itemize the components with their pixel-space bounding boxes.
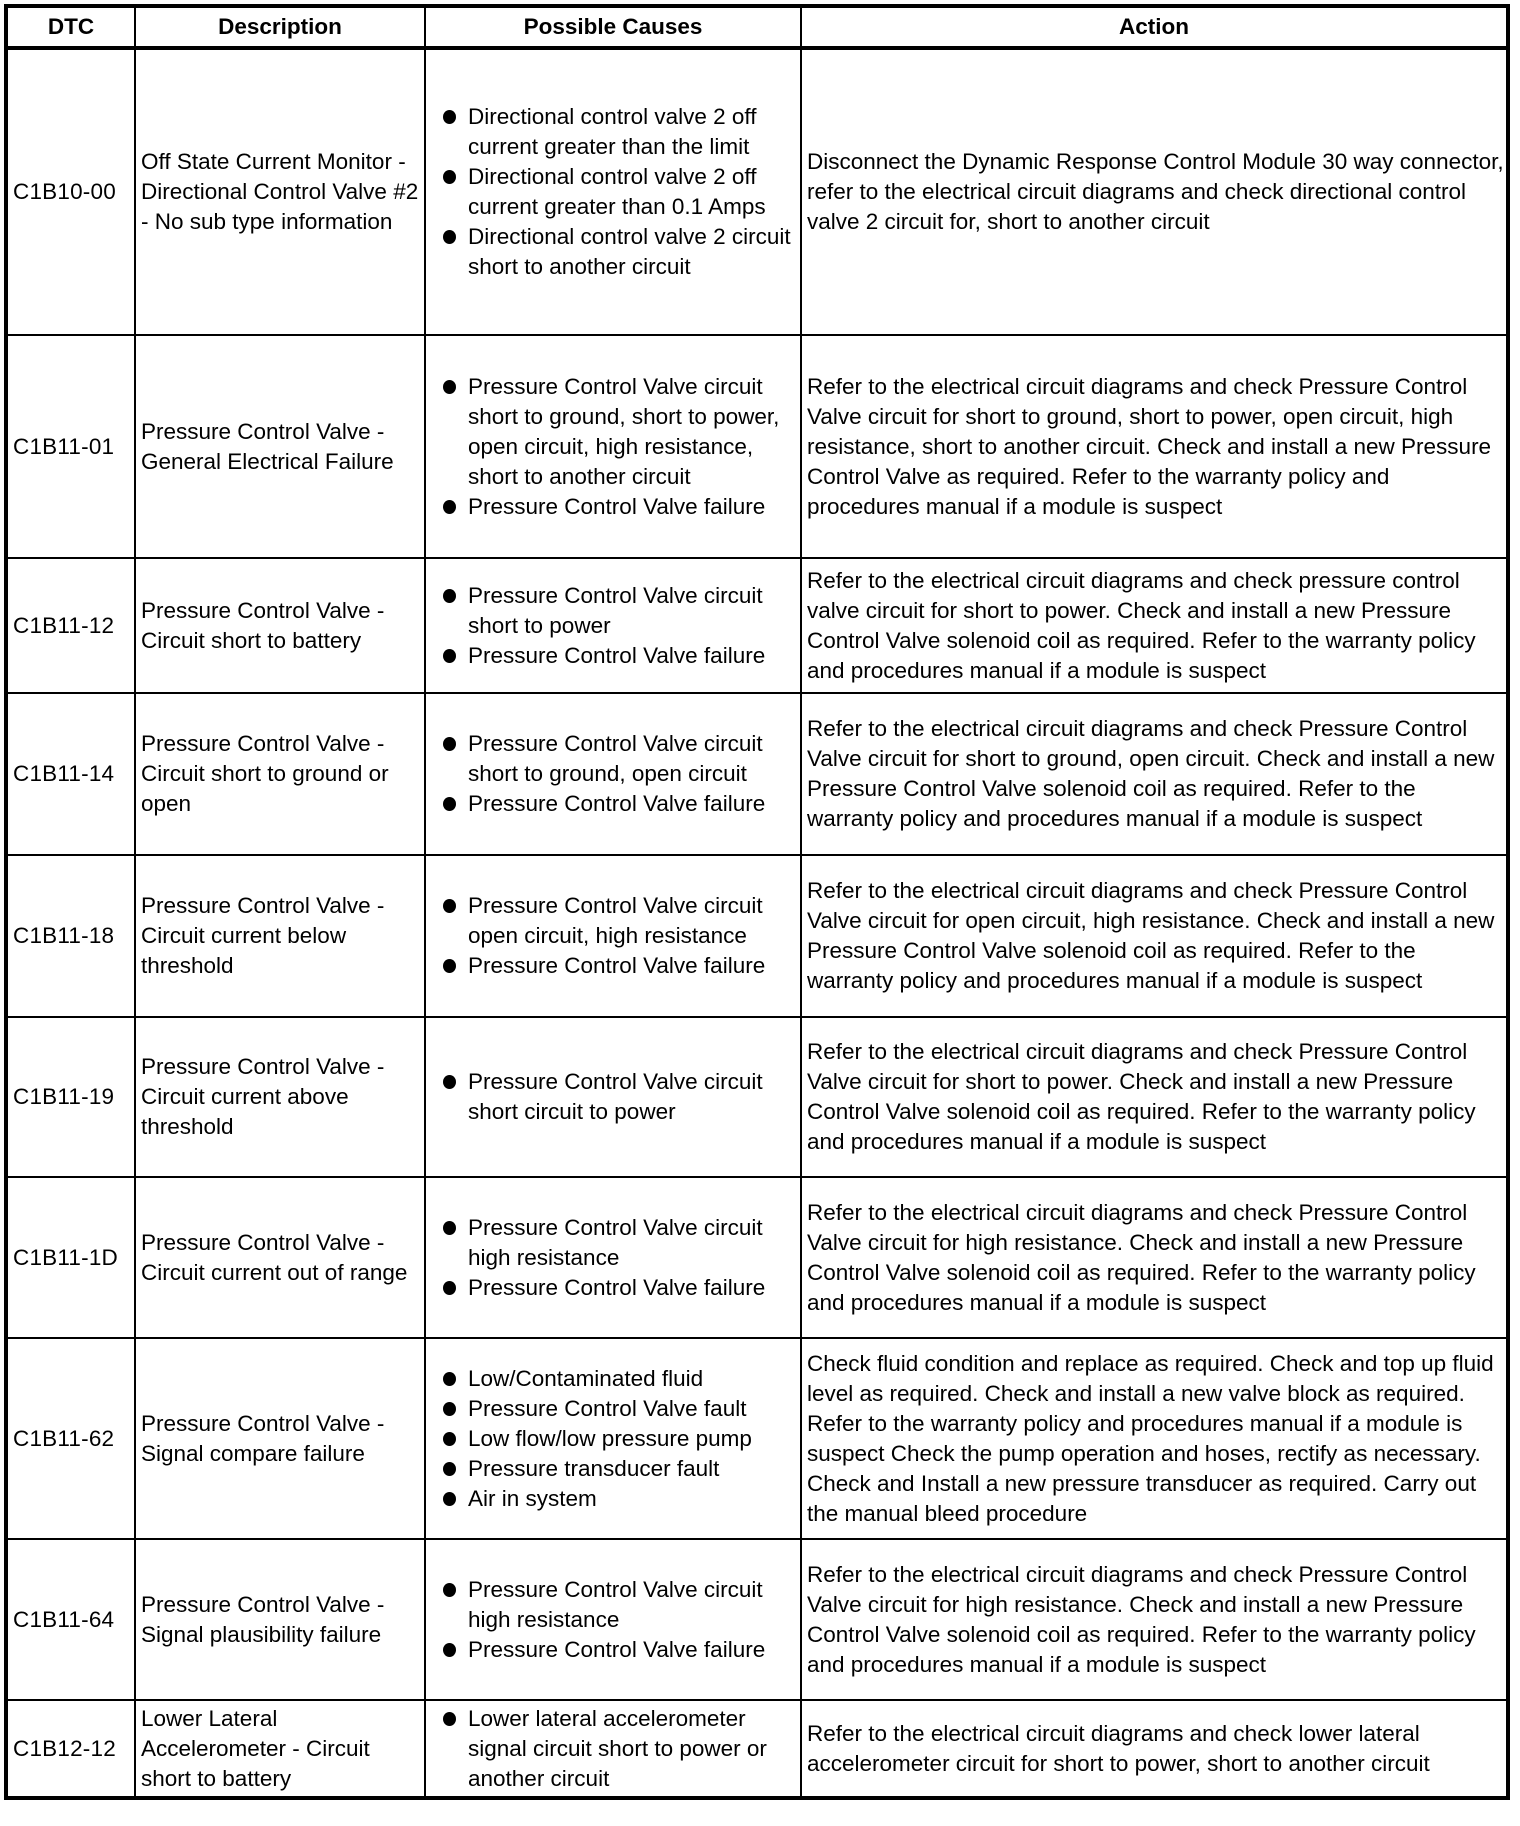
table-row bbox=[6, 1017, 1508, 1177]
possible-causes-list bbox=[426, 102, 800, 282]
bullet-icon bbox=[443, 797, 456, 811]
header-possible-causes: Possible Causes bbox=[425, 6, 801, 48]
header-description: Description bbox=[135, 6, 425, 48]
cause-text: Pressure transducer fault bbox=[468, 1455, 720, 1481]
bullet-icon bbox=[443, 1712, 456, 1726]
cause-item bbox=[426, 1424, 800, 1454]
bullet-icon bbox=[443, 170, 456, 184]
cause-text: Pressure Control Valve circuit open circuit, high resistance bbox=[468, 893, 763, 948]
cause-text: Lower lateral accelerometer signal circuit short to power or another circuit bbox=[468, 1705, 767, 1791]
possible-causes-list bbox=[426, 1704, 800, 1794]
bullet-icon bbox=[443, 1462, 456, 1476]
cause-text: Pressure Control Valve circuit high resistance bbox=[468, 1576, 763, 1632]
possible-causes-cell bbox=[425, 1177, 801, 1338]
action-text: Refer to the electrical circuit diagrams and check Pressure Control Valve circuit for high resistance. Check and install a new Pressure Control Valve solenoid coil as required. Refer to the warranty policy and procedures manual if a module is suspect bbox=[801, 1177, 1508, 1338]
cause-item bbox=[426, 729, 800, 789]
action-text: Disconnect the Dynamic Response Control Module 30 way connector, refer to the electrical circuit diagrams and check directional control valve 2 circuit for, short to another circuit bbox=[801, 48, 1508, 335]
bullet-icon bbox=[443, 1221, 456, 1235]
bullet-icon bbox=[443, 380, 456, 394]
header-action: Action bbox=[801, 6, 1508, 48]
dtc-code: C1B11-62 bbox=[6, 1338, 135, 1539]
action-text: Refer to the electrical circuit diagrams and check pressure control valve circuit for short to power. Check and install a new Pressure Control Valve solenoid coil as required. Refer to the warranty policy and procedures manual if a module is suspect bbox=[801, 558, 1508, 693]
cause-item bbox=[426, 1575, 800, 1635]
bullet-icon bbox=[443, 230, 456, 244]
cause-item bbox=[426, 492, 800, 522]
dtc-description: Pressure Control Valve - Signal compare failure bbox=[135, 1338, 425, 1539]
bullet-icon bbox=[443, 1281, 456, 1295]
possible-causes-cell bbox=[425, 1338, 801, 1539]
bullet-icon bbox=[443, 1402, 456, 1416]
cause-text: Pressure Control Valve circuit short to power bbox=[468, 582, 763, 638]
possible-causes-cell bbox=[425, 693, 801, 855]
cause-text: Pressure Control Valve failure bbox=[468, 493, 766, 519]
cause-text: Pressure Control Valve failure bbox=[468, 1636, 766, 1662]
possible-causes-cell bbox=[425, 855, 801, 1017]
bullet-icon bbox=[443, 110, 456, 124]
cause-item bbox=[426, 222, 800, 282]
header-dtc: DTC bbox=[6, 6, 135, 48]
cause-text: Pressure Control Valve failure bbox=[468, 953, 766, 978]
dtc-description: Pressure Control Valve - General Electrical Failure bbox=[135, 335, 425, 558]
cause-text: Low flow/low pressure pump bbox=[468, 1425, 752, 1451]
dtc-description: Pressure Control Valve - Circuit current out of range bbox=[135, 1177, 425, 1338]
dtc-description: Pressure Control Valve - Circuit short to battery bbox=[135, 558, 425, 693]
possible-causes-list bbox=[426, 891, 800, 981]
cause-item bbox=[426, 1394, 800, 1424]
cause-text: Air in system bbox=[468, 1485, 597, 1511]
possible-causes-list bbox=[426, 729, 800, 819]
dtc-description: Pressure Control Valve - Circuit current above threshold bbox=[135, 1017, 425, 1177]
cause-text: Pressure Control Valve failure bbox=[468, 1274, 766, 1300]
cause-text: Low/Contaminated fluid bbox=[468, 1365, 704, 1391]
bullet-icon bbox=[443, 737, 456, 751]
dtc-description: Pressure Control Valve - Circuit current below threshold bbox=[135, 855, 425, 1017]
cause-item bbox=[426, 162, 800, 222]
bullet-icon bbox=[443, 959, 456, 973]
table-row bbox=[6, 1177, 1508, 1338]
possible-causes-list bbox=[426, 581, 800, 671]
cause-item bbox=[426, 1273, 800, 1303]
bullet-icon bbox=[443, 500, 456, 514]
bullet-icon bbox=[443, 649, 456, 663]
action-text: Refer to the electrical circuit diagrams and check lower lateral accelerometer circuit for short to power, short to another circuit bbox=[801, 1700, 1508, 1798]
cause-item bbox=[426, 1364, 800, 1394]
action-text: Check fluid condition and replace as required. Check and top up fluid level as required. Check and install a new valve block as required. Refer to the warranty policy and procedures manual if a module is suspect Check the pump operation and hoses, rectify as necessary. Check and Install a new pressure transducer as required. Carry out the manual bleed procedure bbox=[801, 1338, 1508, 1539]
action-text: Refer to the electrical circuit diagrams and check Pressure Control Valve circuit for open circuit, high resistance. Check and install a new Pressure Control Valve solenoid coil as required. Refer to the warranty policy and procedures manual if a module is suspect bbox=[801, 855, 1508, 1017]
bullet-icon bbox=[443, 1432, 456, 1446]
cause-item bbox=[426, 951, 800, 981]
dtc-description: Pressure Control Valve - Circuit short to ground or open bbox=[135, 693, 425, 855]
possible-causes-list bbox=[426, 1213, 800, 1303]
action-text: Refer to the electrical circuit diagrams and check Pressure Control Valve circuit for short to ground, short to power, open circuit, high resistance, short to another circuit. Check and install a new Pressure Control Valve as required. Refer to the warranty policy and procedures manual if a module is suspect bbox=[801, 335, 1508, 558]
cause-item bbox=[426, 372, 800, 492]
dtc-code: C1B11-12 bbox=[6, 558, 135, 693]
cause-item bbox=[426, 1067, 800, 1127]
dtc-code: C1B11-19 bbox=[6, 1017, 135, 1177]
action-text: Refer to the electrical circuit diagrams and check Pressure Control Valve circuit for short to ground, open circuit. Check and install a new Pressure Control Valve solenoid coil as required. Refer to the warranty policy and procedures manual if a module is suspect bbox=[801, 693, 1508, 855]
table-row bbox=[6, 1700, 1508, 1798]
cause-item bbox=[426, 1704, 800, 1794]
possible-causes-cell bbox=[425, 558, 801, 693]
cause-text: Pressure Control Valve circuit short circuit to power bbox=[468, 1069, 763, 1124]
cause-text: Pressure Control Valve circuit short to ground, open circuit bbox=[468, 731, 763, 786]
table-row bbox=[6, 48, 1508, 335]
possible-causes-cell bbox=[425, 48, 801, 335]
dtc-table bbox=[4, 4, 1510, 1800]
possible-causes-list bbox=[426, 1575, 800, 1665]
bullet-icon bbox=[443, 899, 456, 913]
header-row bbox=[6, 6, 1508, 48]
table-row bbox=[6, 1539, 1508, 1700]
cause-item bbox=[426, 789, 800, 819]
possible-causes-cell bbox=[425, 335, 801, 558]
cause-item bbox=[426, 581, 800, 641]
bullet-icon bbox=[443, 1643, 456, 1657]
bullet-icon bbox=[443, 1492, 456, 1506]
possible-causes-list bbox=[426, 1364, 800, 1514]
cause-text: Pressure Control Valve failure bbox=[468, 791, 766, 816]
cause-text: Pressure Control Valve circuit short to ground, short to power, open circuit, high resistance, short to another circuit bbox=[468, 373, 780, 489]
cause-text: Pressure Control Valve fault bbox=[468, 1395, 747, 1421]
table-row bbox=[6, 693, 1508, 855]
cause-item bbox=[426, 1213, 800, 1273]
cause-text: Pressure Control Valve failure bbox=[468, 642, 766, 668]
possible-causes-list bbox=[426, 1067, 800, 1127]
bullet-icon bbox=[443, 1372, 456, 1386]
dtc-code: C1B11-1D bbox=[6, 1177, 135, 1338]
cause-item bbox=[426, 1484, 800, 1514]
possible-causes-cell bbox=[425, 1017, 801, 1177]
dtc-description: Off State Current Monitor - Directional Control Valve #2 - No sub type information bbox=[135, 48, 425, 335]
dtc-code: C1B11-18 bbox=[6, 855, 135, 1017]
dtc-code: C1B11-14 bbox=[6, 693, 135, 855]
cause-item bbox=[426, 1635, 800, 1665]
dtc-code: C1B12-12 bbox=[6, 1700, 135, 1798]
table-row bbox=[6, 558, 1508, 693]
cause-text: Directional control valve 2 off current greater than the limit bbox=[468, 104, 757, 159]
possible-causes-list bbox=[426, 372, 800, 522]
cause-item bbox=[426, 891, 800, 951]
cause-item bbox=[426, 1454, 800, 1484]
bullet-icon bbox=[443, 1583, 456, 1597]
possible-causes-cell bbox=[425, 1700, 801, 1798]
dtc-code: C1B11-01 bbox=[6, 335, 135, 558]
cause-text: Directional control valve 2 off current greater than 0.1 Amps bbox=[468, 164, 766, 219]
cause-item bbox=[426, 641, 800, 671]
dtc-code: C1B10-00 bbox=[6, 48, 135, 335]
cause-text: Directional control valve 2 circuit short to another circuit bbox=[468, 224, 791, 279]
cause-text: Pressure Control Valve circuit high resistance bbox=[468, 1214, 763, 1270]
table-row bbox=[6, 1338, 1508, 1539]
table-row bbox=[6, 335, 1508, 558]
bullet-icon bbox=[443, 589, 456, 603]
dtc-description: Lower Lateral Accelerometer - Circuit short to battery bbox=[135, 1700, 425, 1798]
cause-item bbox=[426, 102, 800, 162]
dtc-description: Pressure Control Valve - Signal plausibility failure bbox=[135, 1539, 425, 1700]
bullet-icon bbox=[443, 1075, 456, 1089]
possible-causes-cell bbox=[425, 1539, 801, 1700]
action-text: Refer to the electrical circuit diagrams and check Pressure Control Valve circuit for short to power. Check and install a new Pressure Control Valve solenoid coil as required. Refer to the warranty policy and procedures manual if a module is suspect bbox=[801, 1017, 1508, 1177]
action-text: Refer to the electrical circuit diagrams and check Pressure Control Valve circuit for high resistance. Check and install a new Pressure Control Valve solenoid coil as required. Refer to the warranty policy and procedures manual if a module is suspect bbox=[801, 1539, 1508, 1700]
table-row bbox=[6, 855, 1508, 1017]
dtc-code: C1B11-64 bbox=[6, 1539, 135, 1700]
